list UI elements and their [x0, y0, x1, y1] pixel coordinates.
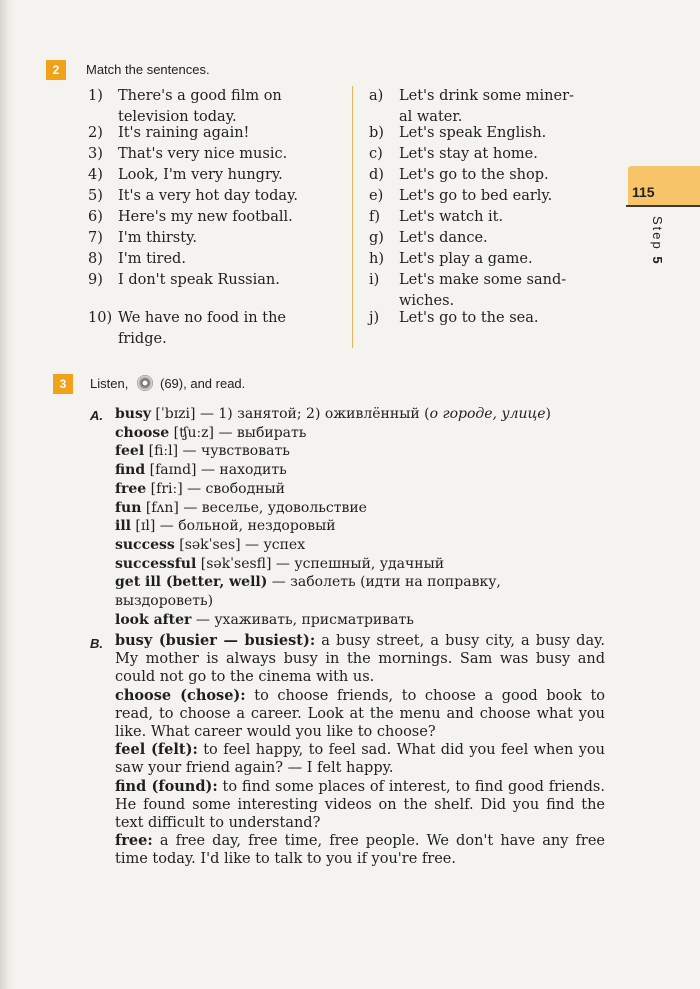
- vocab-word: free: [115, 480, 147, 497]
- right-sentence-item-number: j): [369, 310, 380, 326]
- left-sentence-item-text: It's a very hot day today.: [118, 188, 298, 204]
- right-sentence-item-number: i): [369, 272, 380, 288]
- usage-headword: find (found):: [115, 777, 218, 795]
- exercise-3-instruction-post: (69), and read.: [160, 376, 246, 391]
- right-sentences: [369, 86, 619, 356]
- right-sentence-item-text: Let's drink some miner- al water.: [399, 88, 574, 125]
- usage-headword: choose (chose):: [115, 686, 246, 704]
- vocab-word: feel: [115, 443, 145, 460]
- left-sentence-item-number: 10): [88, 310, 113, 326]
- left-sentence-item-number: 4): [88, 167, 103, 183]
- vocab-word: get ill (better, well): [115, 574, 268, 591]
- right-sentence-item-text: Let's dance.: [399, 230, 488, 246]
- left-sentence-item-text: I don't speak Russian.: [118, 272, 280, 288]
- section-b-label: B.: [90, 636, 103, 651]
- right-sentence-item-number: a): [369, 88, 384, 104]
- usage-paragraph: find (found): to find some places of interest, to find good friends. He found some interesting videos on the shelf. Did you find the text difficult to understand?: [115, 777, 605, 832]
- vocab-entry: look after — ухаживать, присматривать: [115, 611, 414, 628]
- vocab-word: find: [115, 462, 146, 479]
- left-sentence-item-text: That's very nice music.: [118, 146, 288, 162]
- vocab-entry: find [faɪnd] — находить: [115, 462, 287, 479]
- right-sentence-item-number: f): [369, 209, 381, 225]
- vocab-entry: busy [ˈbɪzi] — 1) занятой; 2) оживлённый (о городе, улице): [115, 406, 552, 422]
- page-tab-rule: [626, 205, 700, 207]
- vocab-word: fun: [115, 499, 142, 516]
- usage-headword: free:: [115, 832, 153, 850]
- right-sentence-item-number: g): [369, 230, 384, 246]
- usage-paragraph: choose (chose): to choose friends, to choose a good book to read, to choose a career. Look at the menu and choose what you like. What career would you like to choose?: [115, 686, 606, 741]
- left-sentence-item-text: We have no food in the fridge.: [118, 310, 287, 347]
- vocab-entry: feel [fiːl] — чувствовать: [115, 443, 290, 460]
- vocab-word: successful: [115, 555, 197, 572]
- left-sentence-item-number: 2): [88, 125, 103, 141]
- left-sentence-item-text: There's a good film on television today.: [118, 88, 282, 125]
- vocab-entry: success [səkˈses] — успех: [115, 536, 306, 553]
- left-sentences: [88, 86, 348, 356]
- usage-paragraph: feel (felt): to feel happy, to feel sad. What did you feel when you saw your friend again? — I felt happy.: [115, 741, 605, 777]
- usage-headword: feel (felt):: [115, 741, 198, 759]
- vocab-entry: ill [ɪl] — больной, нездоровый: [115, 518, 336, 535]
- vocab-entry: fun [fʌn] — веселье, удовольствие: [115, 499, 367, 516]
- right-sentence-item-text: Let's watch it.: [399, 209, 504, 225]
- right-sentence-item-text: Let's go to the sea.: [399, 310, 539, 326]
- vocab-note: о городе, улице: [429, 406, 546, 422]
- vocab-entry: free [friː] — свободный: [115, 480, 285, 497]
- left-sentence-item-number: 5): [88, 188, 103, 204]
- vocab-word: choose: [115, 424, 170, 441]
- right-sentence-item-text: Let's speak English.: [399, 125, 547, 141]
- left-sentence-item-number: 3): [88, 146, 103, 162]
- vocab-word: look after: [115, 611, 192, 628]
- left-sentence-item-text: Look, I'm very hungry.: [118, 167, 283, 183]
- right-sentence-item-text: Let's make some sand- wiches.: [399, 272, 567, 309]
- right-sentence-item-text: Let's go to bed early.: [399, 188, 553, 204]
- right-sentence-item-text: Let's stay at home.: [399, 146, 538, 162]
- exercise-2-instruction: Match the sentences.: [86, 62, 210, 77]
- vocab-entry: successful [səkˈsesfl] — успешный, удачный: [115, 555, 445, 572]
- right-sentence-item-number: h): [369, 251, 384, 267]
- section-a-label: A.: [90, 408, 103, 423]
- right-sentence-item-text: Let's go to the shop.: [399, 167, 549, 183]
- vocab-entry: choose [ʧuːz] — выбирать: [115, 424, 307, 441]
- left-sentence-item-number: 1): [88, 88, 103, 104]
- vocab-word: busy: [115, 406, 151, 422]
- left-sentence-item-number: 8): [88, 251, 103, 267]
- right-sentence-item-number: b): [369, 125, 384, 141]
- page-edge: [0, 0, 14, 989]
- exercise-3-instruction-pre: Listen,: [90, 376, 129, 391]
- right-sentence-item-number: c): [369, 146, 383, 162]
- page-number: 115: [632, 184, 655, 200]
- left-sentence-item-text: Here's my new football.: [118, 209, 293, 225]
- exercise-3-badge: 3: [53, 374, 73, 394]
- right-sentence-item-text: Let's play a game.: [399, 251, 533, 267]
- vocab-entry: выздороветь): [115, 593, 214, 609]
- column-divider: [352, 86, 353, 348]
- vocab-entry: get ill (better, well) — заболеть (идти на поправку,: [115, 574, 501, 591]
- left-sentence-item-number: 6): [88, 209, 103, 225]
- left-sentence-item-number: 9): [88, 272, 103, 288]
- exercise-2-badge: 2: [46, 60, 66, 80]
- left-sentence-item-text: I'm tired.: [118, 251, 186, 267]
- right-sentence-item-number: e): [369, 188, 384, 204]
- step-label: Step 5: [650, 216, 665, 266]
- left-sentence-item-text: It's raining again!: [118, 125, 250, 141]
- right-sentence-item-number: d): [369, 167, 384, 183]
- audio-cd-icon[interactable]: [137, 375, 153, 391]
- usage-paragraph: busy (busier — busiest): a busy street, a busy city, a busy day. My mother is always busy in the mornings. Sam was busy and could not go to the cinema with us.: [115, 632, 605, 686]
- vocab-word: success: [115, 536, 175, 553]
- usage-paragraph: free: a free day, free time, free people. We don't have any free time today. I'd like to talk to you if you're free.: [115, 832, 605, 868]
- section-b-paragraphs: [115, 632, 605, 869]
- vocab-word: ill: [115, 518, 131, 535]
- left-sentence-item-number: 7): [88, 230, 103, 246]
- usage-headword: busy (busier — busiest):: [115, 632, 316, 649]
- left-sentence-item-text: I'm thirsty.: [118, 230, 197, 246]
